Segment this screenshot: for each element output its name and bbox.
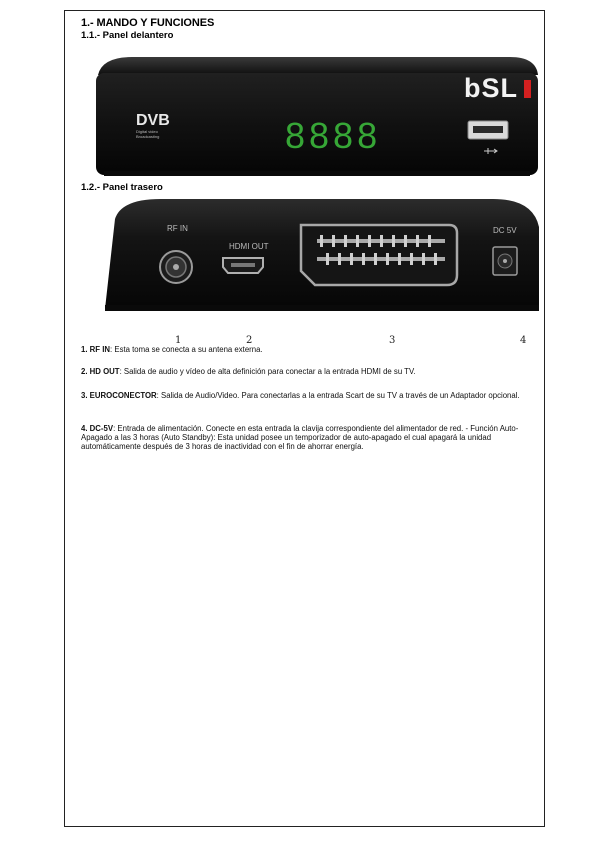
svg-text:Broadcasting: Broadcasting xyxy=(136,134,160,139)
rear-panel-image xyxy=(101,197,541,317)
hdmi-connector xyxy=(223,258,263,273)
document-page xyxy=(64,10,545,827)
rf-in-label: RF IN xyxy=(167,224,188,233)
description-item-euroconector: 3. EUROCONECTOR: Salida de Audio/Video. Para conectarlas a la entrada Scart de su TV a través de un Adaptador opcional. xyxy=(81,391,520,400)
bsl-logo: bSL xyxy=(464,73,518,103)
connector-number-2: 2 xyxy=(246,335,253,346)
connector-number-1: 1 xyxy=(175,335,182,346)
dc-connector xyxy=(493,247,517,275)
logo-red-mark xyxy=(524,80,531,98)
dc-label: DC 5V xyxy=(493,226,517,235)
rf-in-connector xyxy=(160,251,192,283)
front-panel-heading: 1.1.- Panel delantero xyxy=(81,30,174,41)
page-title: 1.- MANDO Y FUNCIONES xyxy=(81,17,215,29)
svg-text:Digital video: Digital video xyxy=(136,129,158,134)
hdmi-out-label: HDMI OUT xyxy=(229,242,269,251)
svg-text:DVB: DVB xyxy=(136,112,170,129)
connector-number-4: 4 xyxy=(520,335,527,346)
connector-number-3: 3 xyxy=(389,335,396,346)
description-item-hd-out: 2. HD OUT: Salida de audio y vídeo de alta definición para conectar a la entrada HDMI de su TV. xyxy=(81,367,416,376)
description-item-dc-5v: 4. DC-5V: Entrada de alimentación. Conecte en esta entrada la clavija correspondiente del alimentador de red. - Función Auto-Apagado a las 3 horas (Auto Standby): Esta unidad posee un temporizador de auto-apagado el cual apagará la unidad automáticamente después de 3 horas de inactividad con el fin de ahorrar energía. xyxy=(81,424,519,452)
led-display: 8888 xyxy=(285,115,382,156)
front-panel-image xyxy=(92,53,542,181)
scart-connector xyxy=(301,225,457,285)
rear-panel-heading: 1.2.- Panel trasero xyxy=(81,182,163,193)
description-item-rf-in: 1. RF IN: Esta toma se conecta a su antena externa. xyxy=(81,345,263,354)
